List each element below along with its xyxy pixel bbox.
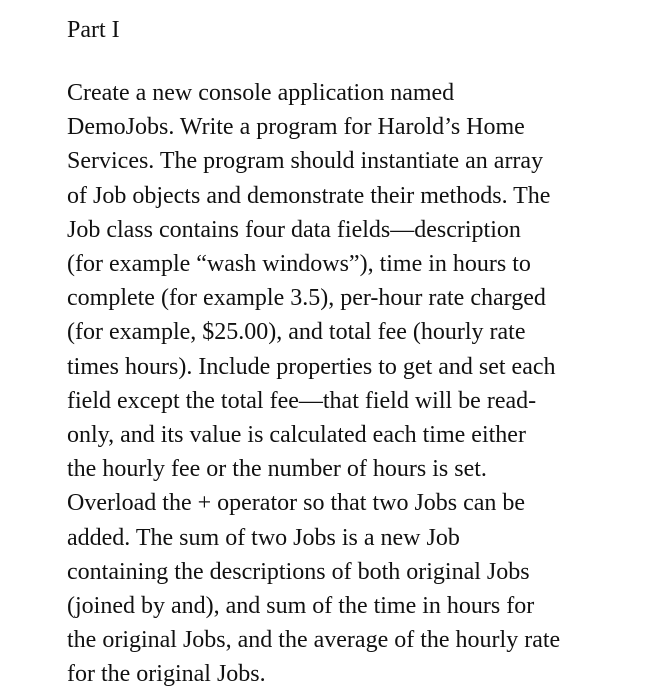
text-line: complete (for example 3.5), per-hour rate charged (67, 285, 546, 312)
text-line: of Job objects and demonstrate their methods. The (67, 182, 551, 209)
text-line: the hourly fee or the number of hours is set. (67, 456, 487, 483)
text-line: the original Jobs, and the average of the hourly rate (67, 627, 561, 654)
text-line: DemoJobs. Write a program for Harold’s Home (67, 114, 525, 141)
text-line: Services. The program should instantiate an array (67, 148, 544, 175)
text-line: (joined by and), and sum of the time in hours for (67, 593, 535, 620)
text-line: (for example, $25.00), and total fee (hourly rate (67, 319, 526, 346)
text-line: for the original Jobs. (67, 661, 266, 688)
text-line: added. The sum of two Jobs is a new Job (67, 524, 460, 551)
instructions-paragraph (67, 76, 647, 692)
text-line: field except the total fee—that field will be read- (67, 387, 537, 414)
text-line: Create a new console application named (67, 80, 455, 106)
text-line: (for example “wash windows”), time in hours to (67, 251, 531, 278)
text-line: Job class contains four data fields—description (67, 216, 521, 243)
section-heading: Part I (67, 17, 120, 43)
text-line: only, and its value is calculated each time either (67, 422, 526, 449)
text-line: Overload the + operator so that two Jobs can be (67, 490, 526, 517)
text-line: times hours). Include properties to get and set each (67, 353, 556, 380)
text-line: containing the descriptions of both original Jobs (67, 558, 530, 585)
